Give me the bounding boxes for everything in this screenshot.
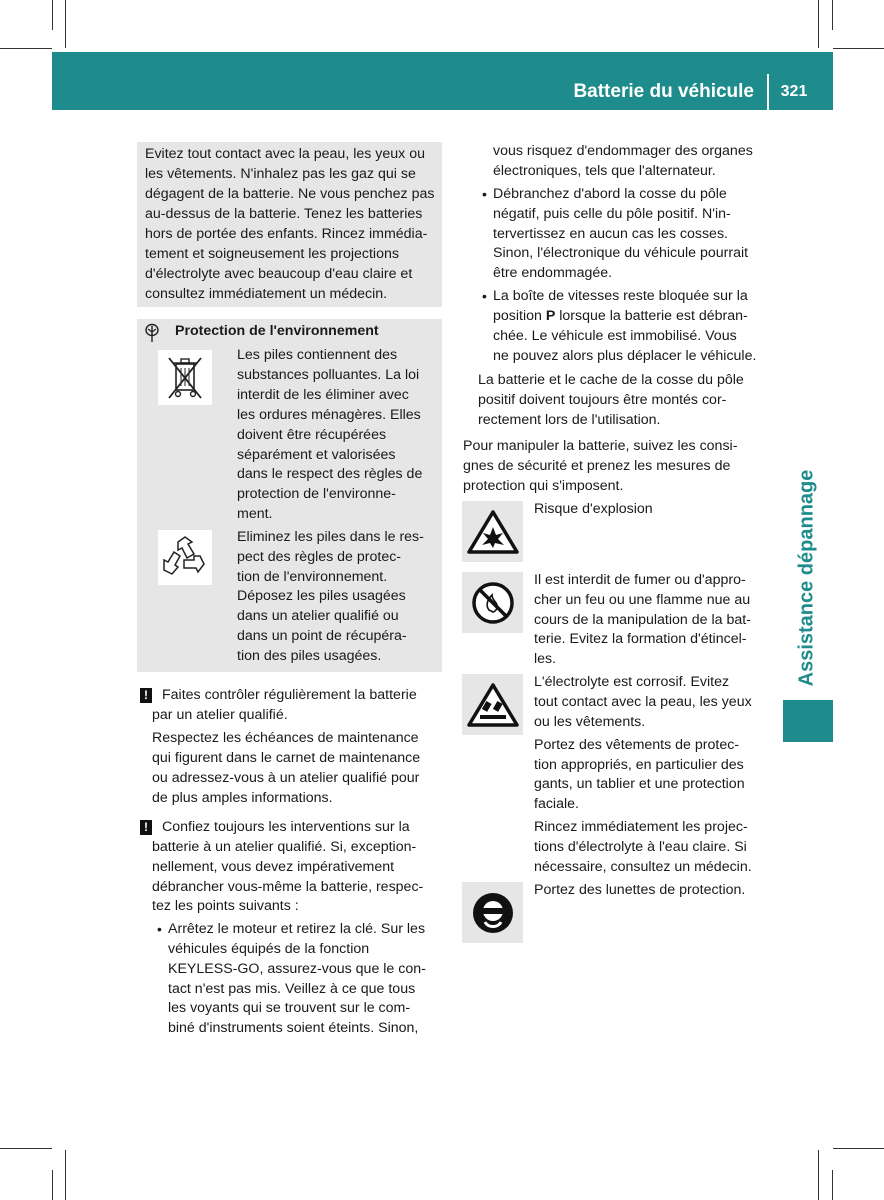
bullet: • — [157, 921, 162, 937]
text-line: nellement, vous devez impérativement — [152, 859, 395, 875]
text-line: d'électrolyte avec beaucoup d'eau claire et — [145, 266, 413, 282]
crop-mark — [832, 1170, 833, 1200]
text-line: cher un feu ou une flamme nue au — [534, 592, 751, 608]
text-line: Débranchez d'abord la cosse du pôle — [493, 186, 727, 202]
crop-mark — [818, 1150, 819, 1200]
text-line: tact n'est pas mis. Veillez à ce que tous — [168, 981, 416, 997]
text-line: Il est interdit de fumer ou d'appro- — [534, 572, 746, 588]
text-line: KEYLESS-GO, assurez-vous que le con- — [168, 961, 426, 977]
text-line: chée. Le véhicule est immobilisé. Vous — [493, 328, 737, 344]
text-line: ment. — [237, 506, 273, 522]
text-line: de plus amples informations. — [152, 790, 333, 806]
text-line: les voyants qui se trouvent sur le com- — [168, 1000, 411, 1016]
text-line: Evitez tout contact avec la peau, les yeux ou — [145, 146, 425, 162]
text-line: tion appropriés, en particulier des — [534, 757, 744, 773]
text-line: ou les vêtements. — [534, 714, 646, 730]
goggles-text: Portez des lunettes de protection. — [534, 882, 746, 898]
text-line: Confiez toujours les interventions sur la — [162, 819, 410, 835]
text-line: ou adressez-vous à un atelier qualifié pour — [152, 770, 420, 786]
text-line: protection de l'environne- — [237, 486, 396, 502]
text-line: les vêtements. N'inhalez pas les gaz qui se — [145, 166, 416, 182]
text-line: les ordures ménagères. Elles — [237, 407, 421, 423]
explosion-text: Risque d'explosion — [534, 501, 653, 517]
bullet: • — [482, 186, 487, 202]
text-line: vous risquez d'endommager des organes — [493, 143, 753, 159]
note-icon: ! — [140, 820, 152, 835]
section-tab-marker — [783, 700, 833, 742]
text-line: Portez des vêtements de protec- — [534, 737, 740, 753]
crop-mark — [52, 1170, 53, 1200]
text-line: La boîte de vitesses reste bloquée sur la — [493, 288, 748, 304]
crossed-bin-icon-box — [158, 350, 212, 405]
explosion-warning-icon — [467, 509, 519, 555]
crop-mark — [818, 0, 819, 48]
text-line: Arrêtez le moteur et retirez la clé. Sur les — [168, 921, 426, 937]
text-line: être endommagée. — [493, 265, 613, 281]
text-line: protection qui s'imposent. — [463, 478, 624, 494]
page-header — [52, 52, 833, 110]
text-line: gnes de sécurité et prenez les mesures de — [463, 458, 731, 474]
text-line: Pour manipuler la batterie, suivez les consi- — [463, 438, 738, 454]
note-icon: ! — [140, 688, 152, 703]
crop-mark — [52, 0, 53, 30]
crop-mark — [65, 1150, 66, 1200]
text-line: débrancher vous-même la batterie, respec- — [152, 879, 424, 895]
text-line — [493, 307, 748, 327]
text-line: faciale. — [534, 796, 579, 812]
explosion-icon-box — [462, 501, 523, 562]
text-line: tervertissez en aucun cas les cosses. — [493, 226, 728, 242]
no-fire-icon-box — [462, 572, 523, 633]
recycle-icon-box — [158, 530, 212, 585]
text-line: gants, un tablier et une protection — [534, 776, 745, 792]
no-fire-icon — [470, 580, 516, 626]
gear-position-p: P — [545, 308, 556, 324]
environment-heading: Protection de l'environnement — [175, 323, 379, 339]
text-line: positif doivent toujours être montés cor- — [478, 392, 727, 408]
text-line: Les piles contiennent des — [237, 347, 398, 363]
crop-mark — [832, 0, 833, 30]
text-line: Rincez immédiatement les projec- — [534, 819, 748, 835]
text-line: Faites contrôler régulièrement la batterie — [162, 687, 417, 703]
text-line: La batterie et le cache de la cosse du pôle — [478, 372, 744, 388]
text-line: cours de la manipulation de la bat- — [534, 612, 751, 628]
text-line: terie. Evitez la formation d'étincel- — [534, 631, 747, 647]
text-line: dans le respect des règles de — [237, 466, 423, 482]
text-line: batterie à un atelier qualifié. Si, exception- — [152, 839, 417, 855]
crop-mark — [0, 48, 52, 49]
environment-icon — [143, 323, 161, 343]
text-line: par un atelier qualifié. — [152, 707, 288, 723]
corrosive-icon-box — [462, 674, 523, 735]
goggles-icon-box — [462, 882, 523, 943]
text-line: au-dessus de la batterie. Tenez les batteries — [145, 206, 423, 222]
text-line: véhicules équipés de la fonction — [168, 941, 370, 957]
crop-mark — [833, 1148, 884, 1149]
crop-mark — [0, 1148, 52, 1149]
text-line: Eliminez les piles dans le res- — [237, 529, 424, 545]
text-line: qui figurent dans le carnet de maintenance — [152, 750, 421, 766]
text-line: L'électrolyte est corrosif. Evitez — [534, 674, 730, 690]
text-line: doivent être récupérées — [237, 427, 387, 443]
text-line: tion de l'environnement. — [237, 569, 388, 585]
crop-mark — [65, 0, 66, 48]
text-line: ne pouvez alors plus déplacer le véhicule. — [493, 348, 757, 364]
text-line: négatif, puis celle du pôle positif. N'in- — [493, 206, 731, 222]
text-line: dans un point de récupéra- — [237, 628, 407, 644]
page-title: Batterie du véhicule — [573, 81, 754, 102]
text-span: lorsque la batterie est débran- — [555, 308, 748, 324]
text-line: hors de portée des enfants. Rincez immédia- — [145, 226, 428, 242]
recycle-icon — [160, 534, 210, 582]
text-line: tout contact avec la peau, les yeux — [534, 694, 752, 710]
text-line: Sinon, l'électronique du véhicule pourrait — [493, 245, 749, 261]
goggles-icon — [470, 890, 516, 936]
text-span: position — [493, 308, 546, 324]
text-line: Respectez les échéances de maintenance — [152, 730, 419, 746]
text-line: tions d'électrolyte à l'eau claire. Si — [534, 839, 747, 855]
text-line: tez les points suivants : — [152, 898, 299, 914]
text-line: les. — [534, 651, 557, 667]
text-line: séparément et valorisées — [237, 447, 396, 463]
section-tab-label: Assistance dépannage — [795, 469, 818, 687]
header-divider — [767, 74, 769, 110]
bullet: • — [482, 288, 487, 304]
text-line: biné d'instruments soient éteints. Sinon, — [168, 1020, 419, 1036]
crop-mark — [833, 48, 884, 49]
text-line: pect des règles de protec- — [237, 549, 402, 565]
text-line: substances polluantes. La loi — [237, 367, 420, 383]
text-line: tion des piles usagées. — [237, 648, 382, 664]
text-line: tement et soigneusement les projections — [145, 246, 399, 262]
text-line: Déposez les piles usagées — [237, 588, 406, 604]
corrosive-warning-icon — [467, 682, 519, 728]
crossed-bin-icon — [163, 354, 207, 402]
text-line: dégagent de la batterie. Ne vous penchez pas — [145, 186, 435, 202]
page-number: 321 — [780, 83, 808, 100]
text-line: rectement lors de l'utilisation. — [478, 412, 661, 428]
text-line: interdit de les éliminer avec — [237, 387, 409, 403]
text-line: nécessaire, consultez un médecin. — [534, 859, 752, 875]
text-line: électroniques, tels que l'alternateur. — [493, 163, 716, 179]
text-line: dans un atelier qualifié ou — [237, 608, 399, 624]
text-line: consultez immédiatement un médecin. — [145, 286, 388, 302]
